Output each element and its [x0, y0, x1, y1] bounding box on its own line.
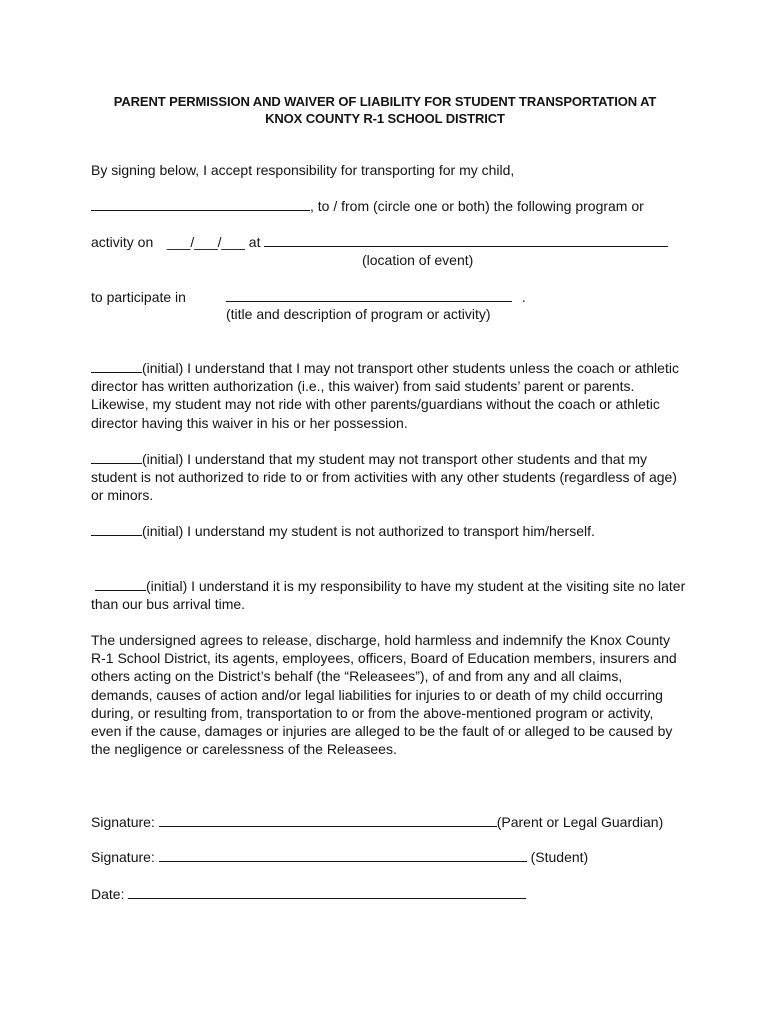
date-label: Date:	[91, 886, 125, 902]
initial-text-3: (initial) I understand my student is not authorized to transport him/herself.	[142, 523, 595, 539]
parent-signature-field[interactable]	[159, 813, 497, 827]
initial-paragraph-2	[91, 450, 691, 505]
initial-text-4: (initial) I understand it is my responsibility to have my student at the visiting site no later than our bus arrival time.	[91, 578, 686, 613]
participate-prefix: to participate in	[91, 289, 186, 305]
initial-text-1: (initial) I understand that I may not transport other students unless the coach or athletic director has written authorization (i.e., this waiver) from said students’ parent or parents. Likewise, my student may not ride with other parents/guardians without the coach or athletic director having this waiver in his or her possession.	[91, 360, 679, 431]
parent-signature-label: Signature:	[91, 814, 155, 830]
child-line-text: , to / from (circle one or both) the following program or	[310, 198, 644, 214]
date-line	[91, 885, 526, 903]
student-signature-field[interactable]	[159, 848, 527, 862]
activity-date-field[interactable]: ___/___/___	[167, 234, 245, 250]
initial-text-2: (initial) I understand that my student may not transport other students and that my student is not authorized to ride to or from activities with any other students (regardless of age) or minors.	[91, 451, 677, 504]
program-description-label: (title and description of program or activity)	[226, 306, 491, 322]
initial-field-1[interactable]	[91, 360, 142, 373]
title-line-1: PARENT PERMISSION AND WAIVER OF LIABILITY FOR STUDENT TRANSPORTATION AT	[113, 94, 657, 109]
initial-field-3[interactable]	[91, 523, 142, 536]
student-signature-label: Signature:	[91, 849, 155, 865]
parent-signature-suffix: (Parent or Legal Guardian)	[496, 814, 664, 830]
date-field[interactable]	[128, 885, 526, 899]
initial-paragraph-4	[91, 577, 691, 613]
initial-paragraph-3	[91, 522, 691, 540]
location-field[interactable]	[264, 233, 668, 247]
student-signature-line	[91, 848, 588, 866]
activity-at: at	[248, 234, 261, 250]
child-name-line	[91, 197, 644, 215]
child-name-field[interactable]	[91, 197, 310, 211]
activity-line	[91, 233, 668, 251]
intro-text: By signing below, I accept responsibility for transporting for my child,	[91, 162, 515, 178]
initial-field-4[interactable]	[95, 578, 146, 591]
program-field[interactable]	[226, 288, 512, 302]
location-label: (location of event)	[362, 252, 474, 268]
release-paragraph: The undersigned agrees to release, discharge, hold harmless and indemnify the Knox County R-1 School District, its agents, employees, officers, Board of Education members, insurers and others acting on the District’s behalf (the “Releasees”), of and from any and all claims, demands, causes of action and/or legal liabilities for injuries to or death of my child occurring during, or resulting from, transportation to or from the above-mentioned program or activity, even if the cause, damages or injuries are alleged to be the fault of or alleged to be caused by the negligence or carelessness of the Releasees.	[91, 632, 677, 758]
initial-field-2[interactable]	[91, 451, 142, 464]
initial-paragraph-1	[91, 359, 691, 432]
student-signature-suffix: (Student)	[530, 849, 589, 865]
activity-prefix: activity on	[91, 234, 154, 250]
title-line-2: KNOX COUNTY R-1 SCHOOL DISTRICT	[265, 111, 505, 126]
participate-line	[226, 288, 526, 306]
parent-signature-line	[91, 813, 663, 831]
participate-period: .	[521, 289, 526, 305]
document-title	[60, 93, 710, 127]
